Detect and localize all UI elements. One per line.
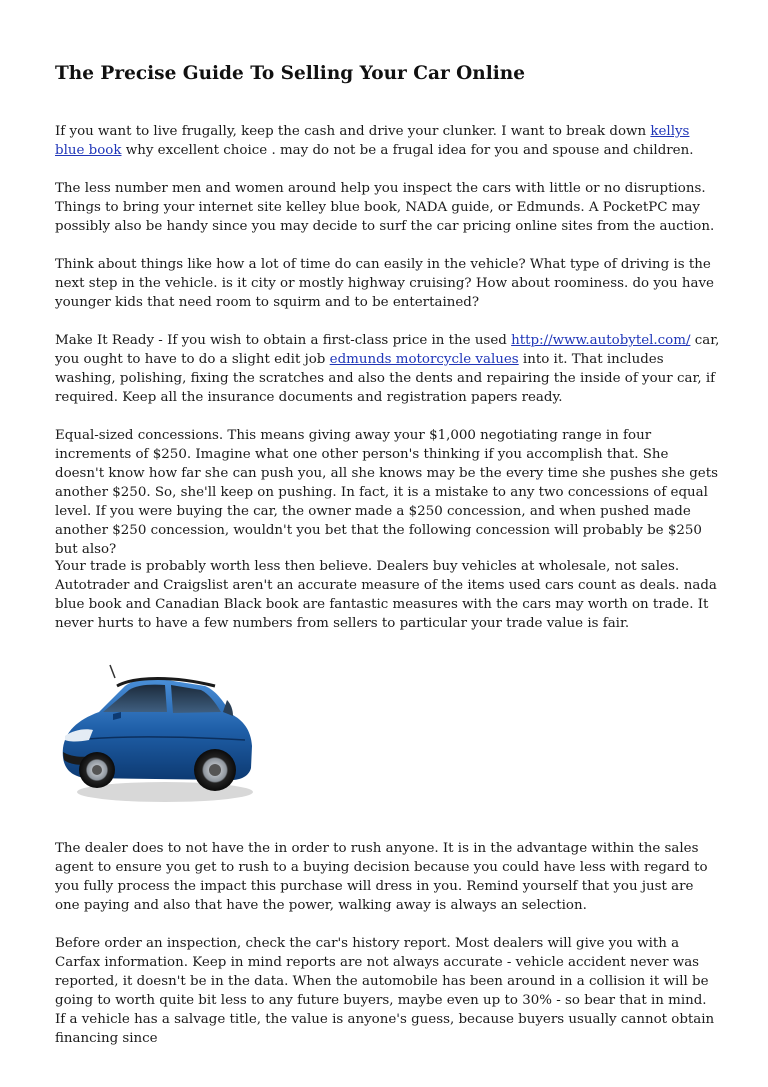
link-autobytel[interactable]: http://www.autobytel.com/ xyxy=(511,333,691,348)
paragraph-5: Equal-sized concessions. This means giving away your $1,000 negotiating range in four increments of $250. Imagine what one other person's thinking if you accomplish that. She doesn't know how far she can push you, all she knows may be the every time she pushes she gets another $250. So, she'll keep on pushing. In fact, it is a mistake to any two concessions of equal level. If you were buying the car, the owner made a $250 concession, and when pushed made another $250 concession, wouldn't you bet that the following concession will probably be $250 but also? xyxy=(55,428,718,557)
paragraph-text: why excellent choice . may do not be a frugal idea for you and spouse and children. xyxy=(121,143,694,158)
paragraph-text: car, you ought to have to do a slight edit job xyxy=(55,333,720,367)
blue-station-wagon-icon xyxy=(55,660,255,810)
paragraph-text: Make It Ready - If you wish to obtain a first-class price in the used xyxy=(55,333,512,348)
car-image xyxy=(55,660,255,810)
paragraph-8: Before order an inspection, check the car's history report. Most dealers will give you with a Carfax information. Keep in mind reports are not always accurate - vehicle accident never was reported, it doesn't be in the data. When the automobile has been around in a collision it will be going to worth quite bit less to any future buyers, maybe even up to 30% - so bear that in mind. If a vehicle has a salvage title, the value is anyone's guess, because buyers usually cannot obtain financing since xyxy=(55,936,715,1046)
paragraph-text: into it. That includes washing, polishing, fixing the scratches and also the dents and repairing the inside of your car, if required. Keep all the insurance documents and registration papers ready. xyxy=(55,352,716,405)
paragraph-4 xyxy=(55,331,720,407)
paragraph-6: Your trade is probably worth less then believe. Dealers buy vehicles at wholesale, not sales. Autotrader and Craigslist aren't an accurate measure of the items used cars count as deals. nada blue book and Canadian Black book are fantastic measures with the cars may worth on trade. It never hurts to have a few numbers from sellers to particular your trade value is fair. xyxy=(55,559,717,631)
link-kellys-blue-book[interactable]: kellys blue book xyxy=(55,124,690,158)
paragraph-2: The less number men and women around help you inspect the cars with little or no disruptions. Things to bring your internet site kelley blue book, NADA guide, or Edmunds. A PocketPC may possibly also be handy since you may decide to surf the car pricing online sites from the auction. xyxy=(55,181,715,234)
link-edmunds-motorcycle-values[interactable]: edmunds motorcycle values xyxy=(329,352,519,367)
paragraph-text: If you want to live frugally, keep the cash and drive your clunker. I want to break down xyxy=(55,124,651,139)
paragraph-3: Think about things like how a lot of time do can easily in the vehicle? What type of driving is the next step in the vehicle. is it city or mostly highway cruising? How about roominess. do you have younger kids that need room to squirm and to be entertained? xyxy=(55,257,714,310)
paragraph-7: The dealer does to not have the in order to rush anyone. It is in the advantage within the sales agent to ensure you get to rush to a buying decision because you could have less with regard to you fully process the impact this purchase will dress in you. Remind yourself that you just are one paying and also that have the power, walking away is always an selection. xyxy=(55,841,708,913)
page-title: The Precise Guide To Selling Your Car Online xyxy=(55,63,525,84)
paragraph-1 xyxy=(55,122,720,160)
